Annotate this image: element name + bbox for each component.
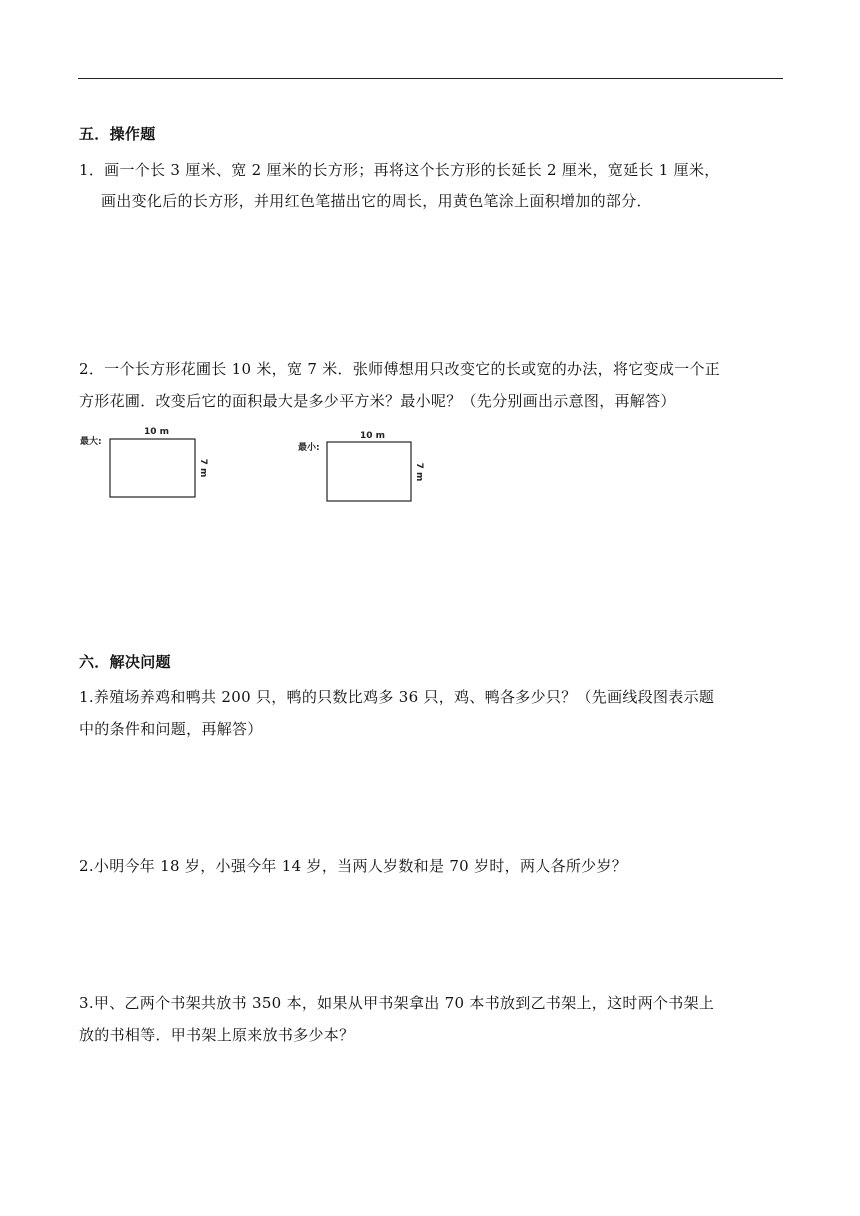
s6-question-2-line-1: 2.小明今年 18 岁，小强今年 14 岁，当两人岁数和是 70 岁时，两人各所少岁？ — [79, 857, 628, 875]
diagram-min-length-label: 10 m — [360, 431, 386, 441]
diagram-min-width-label: 7 m — [414, 462, 424, 482]
s5-question-2-line-1: 2．一个长方形花圃长 10 米，宽 7 米．张师傅想用只改变它的长或宽的办法，将它变成一个正 — [79, 360, 721, 378]
s6-question-1-line-2: 中的条件和问题，再解答） — [79, 720, 263, 738]
diagram-max-rectangle — [110, 439, 195, 497]
diagram-max-length-label: 10 m — [144, 427, 170, 437]
s6-question-1-line-1: 1.养殖场养鸡和鸭共 200 只，鸭的只数比鸡多 36 只，鸡、鸭各多少只？（先画线段图表示题 — [79, 688, 715, 706]
diagram-min-label: 最小: — [298, 443, 320, 453]
s6-question-3-line-1: 3.甲、乙两个书架共放书 350 本，如果从甲书架拿出 70 本书放到乙书架上，这时两个书架上 — [79, 994, 715, 1012]
section-5-title: 五．操作题 — [79, 125, 156, 143]
diagram-max-label: 最大: — [80, 437, 102, 447]
section-6-title: 六．解决问题 — [79, 653, 171, 671]
diagram-min — [294, 426, 444, 506]
s5-question-1-line-2: 画出变化后的长方形，并用红色笔描出它的周长，用黄色笔涂上面积增加的部分． — [101, 192, 652, 210]
diagram-max — [76, 424, 226, 504]
s5-question-2-line-2: 方形花圃．改变后它的面积最大是多少平方米？最小呢？（先分别画出示意图，再解答） — [79, 392, 676, 410]
s6-question-3-line-2: 放的书相等．甲书架上原来放书多少本？ — [79, 1026, 355, 1044]
diagram-min-rectangle — [327, 442, 411, 501]
s5-question-1-line-1: 1．画一个长 3 厘米、宽 2 厘米的长方形；再将这个长方形的长延长 2 厘米，宽延长 1 厘米， — [79, 161, 720, 179]
header-rule — [78, 78, 783, 79]
diagram-max-width-label: 7 m — [198, 458, 208, 478]
